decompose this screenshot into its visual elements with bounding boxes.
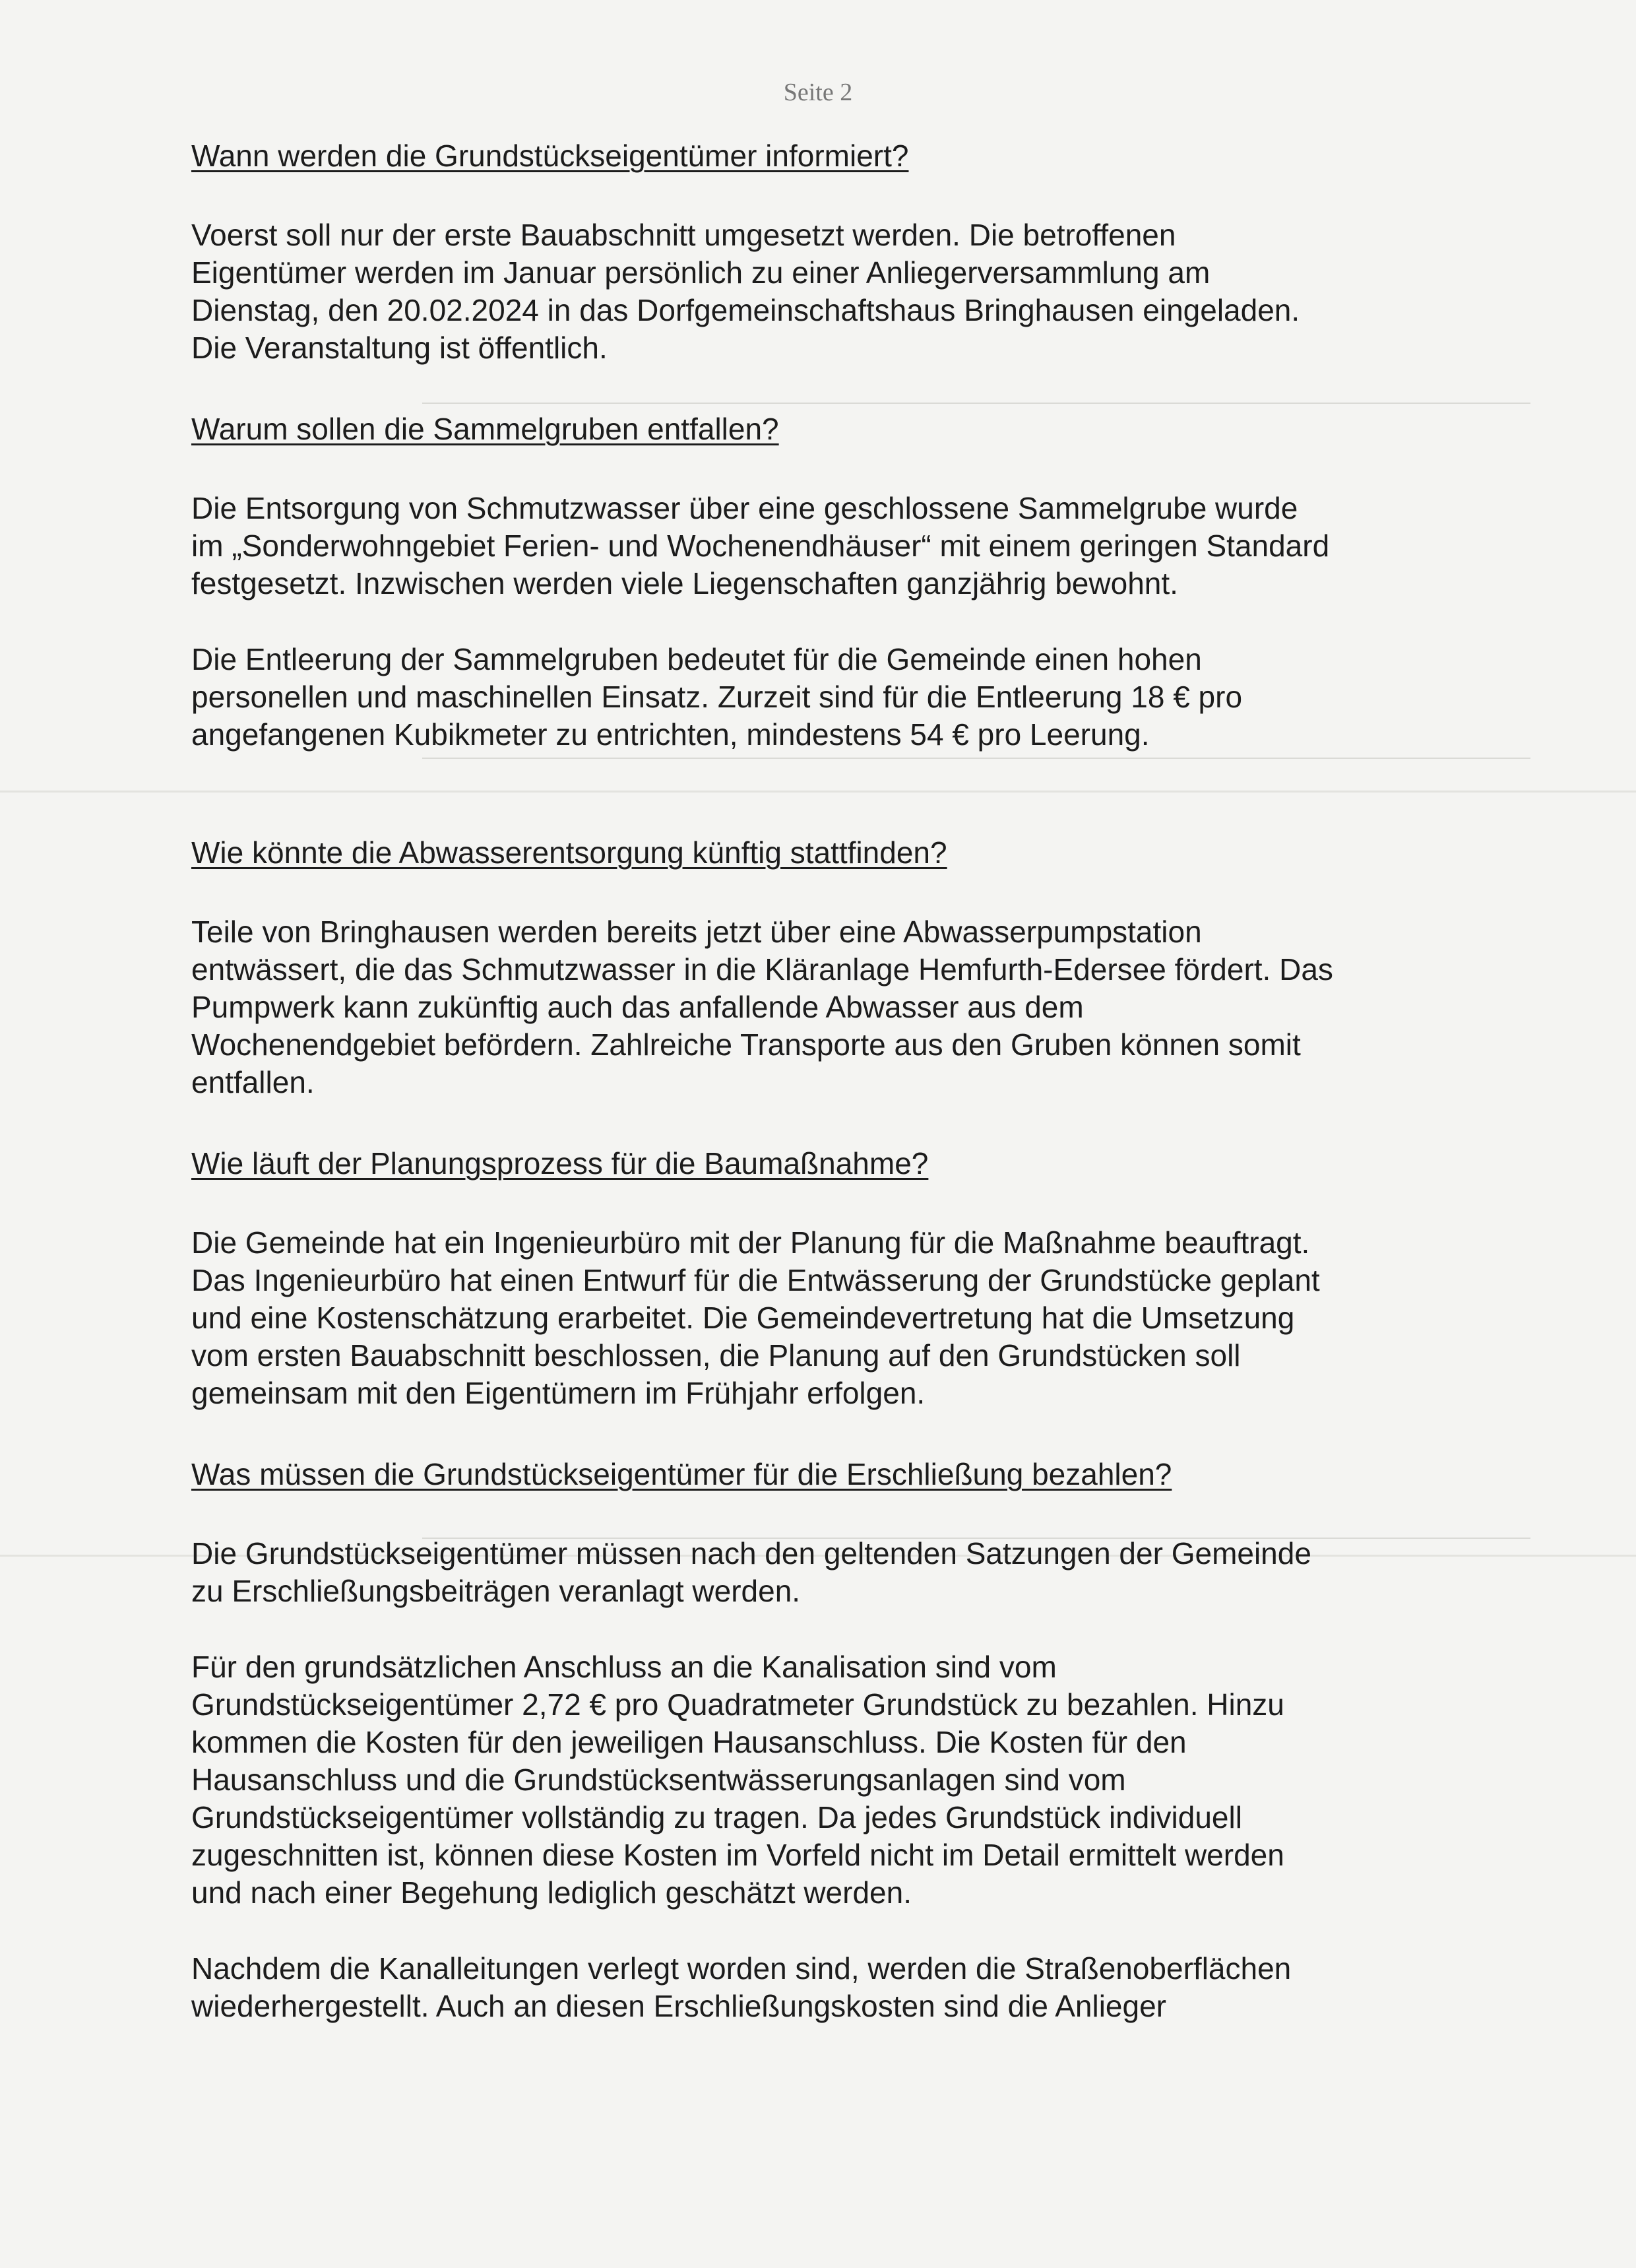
text-line: personellen und maschinellen Einsatz. Zurzeit sind für die Entleerung 18 € pro	[191, 680, 1243, 714]
text-line: Nachdem die Kanalleitungen verlegt worden sind, werden die Straßenoberflächen	[191, 1951, 1292, 1986]
text-line: Grundstückseigentümer 2,72 € pro Quadratmeter Grundstück zu bezahlen. Hinzu	[191, 1687, 1284, 1722]
page-number: Seite 2	[783, 79, 853, 106]
section-planungsprozess	[191, 1145, 1458, 1412]
text-line: Eigentümer werden im Januar persönlich zu einer Anliegerversammlung am	[191, 255, 1211, 290]
section-question: Wie läuft der Planungsprozess für die Baumaßnahme?	[191, 1146, 929, 1181]
section-question: Was müssen die Grundstückseigentümer für die Erschließung bezahlen?	[191, 1457, 1172, 1491]
text-line: im „Sonderwohngebiet Ferien- und Wochenendhäuser“ mit einem geringen Standard	[191, 529, 1330, 563]
text-line: angefangenen Kubikmeter zu entrichten, mindestens 54 € pro Leerung.	[191, 717, 1150, 752]
section-question: Wie könnte die Abwasserentsorgung künftig stattfinden?	[191, 835, 947, 870]
text-line: Dienstag, den 20.02.2024 in das Dorfgemeinschaftshaus Bringhausen eingeladen.	[191, 293, 1300, 327]
section-abwasserentsorgung	[191, 834, 1458, 1101]
text-line: gemeinsam mit den Eigentümern im Frühjahr erfolgen.	[191, 1376, 926, 1410]
text-line: Pumpwerk kann zukünftig auch das anfallende Abwasser aus dem	[191, 990, 1084, 1024]
text-line: Hausanschluss und die Grundstücksentwässerungsanlagen sind vom	[191, 1763, 1126, 1797]
paragraph	[191, 490, 1458, 602]
text-line: zugeschnitten ist, können diese Kosten im Vorfeld nicht im Detail ermittelt werden	[191, 1838, 1284, 1872]
text-line: Die Entleerung der Sammelgruben bedeutet für die Gemeinde einen hohen	[191, 642, 1202, 676]
section-erschliessungskosten	[191, 1456, 1458, 2025]
text-line: und eine Kostenschätzung erarbeitet. Die Gemeindevertretung hat die Umsetzung	[191, 1301, 1295, 1335]
text-line: Das Ingenieurbüro hat einen Entwurf für die Entwässerung der Grundstücke geplant	[191, 1263, 1320, 1297]
section-question: Wann werden die Grundstückseigentümer informiert?	[191, 139, 909, 173]
text-line: Die Grundstückseigentümer müssen nach den geltenden Satzungen der Gemeinde	[191, 1536, 1311, 1571]
paragraph	[191, 1648, 1458, 1912]
text-line: Die Veranstaltung ist öffentlich.	[191, 331, 608, 365]
section-sammelgruben	[191, 410, 1458, 754]
paragraph	[191, 1224, 1458, 1412]
text-line: entwässert, die das Schmutzwasser in die Kläranlage Hemfurth-Edersee fördert. Das	[191, 952, 1333, 987]
paragraph	[191, 913, 1458, 1101]
text-line: kommen die Kosten für den jeweiligen Hausanschluss. Die Kosten für den	[191, 1725, 1187, 1759]
text-line: Die Entsorgung von Schmutzwasser über eine geschlossene Sammelgrube wurde	[191, 491, 1298, 525]
text-line: festgesetzt. Inzwischen werden viele Liegenschaften ganzjährig bewohnt.	[191, 566, 1178, 600]
text-line: zu Erschließungsbeiträgen veranlagt werden.	[191, 1574, 801, 1608]
text-line: entfallen.	[191, 1065, 315, 1099]
text-line: Die Gemeinde hat ein Ingenieurbüro mit der Planung für die Maßnahme beauftragt.	[191, 1225, 1310, 1260]
text-line: Für den grundsätzlichen Anschluss an die Kanalisation sind vom	[191, 1650, 1057, 1684]
document-body	[191, 137, 1458, 2025]
text-line: wiederhergestellt. Auch an diesen Erschließungskosten sind die Anlieger	[191, 1989, 1166, 2023]
section-information	[191, 137, 1458, 367]
paragraph	[191, 1950, 1458, 2025]
text-line: und nach einer Begehung lediglich geschätzt werden.	[191, 1875, 912, 1910]
text-line: Grundstückseigentümer vollständig zu tragen. Da jedes Grundstück individuell	[191, 1800, 1242, 1834]
section-question: Warum sollen die Sammelgruben entfallen?	[191, 412, 779, 446]
text-line: Wochenendgebiet befördern. Zahlreiche Transporte aus den Gruben können somit	[191, 1027, 1301, 1062]
text-line: Teile von Bringhausen werden bereits jetzt über eine Abwasserpumpstation	[191, 915, 1202, 949]
text-line: vom ersten Bauabschnitt beschlossen, die Planung auf den Grundstücken soll	[191, 1338, 1241, 1373]
paragraph	[191, 216, 1458, 367]
paragraph	[191, 641, 1458, 754]
text-line: Voerst soll nur der erste Bauabschnitt umgesetzt werden. Die betroffenen	[191, 218, 1176, 252]
paragraph	[191, 1535, 1458, 1610]
